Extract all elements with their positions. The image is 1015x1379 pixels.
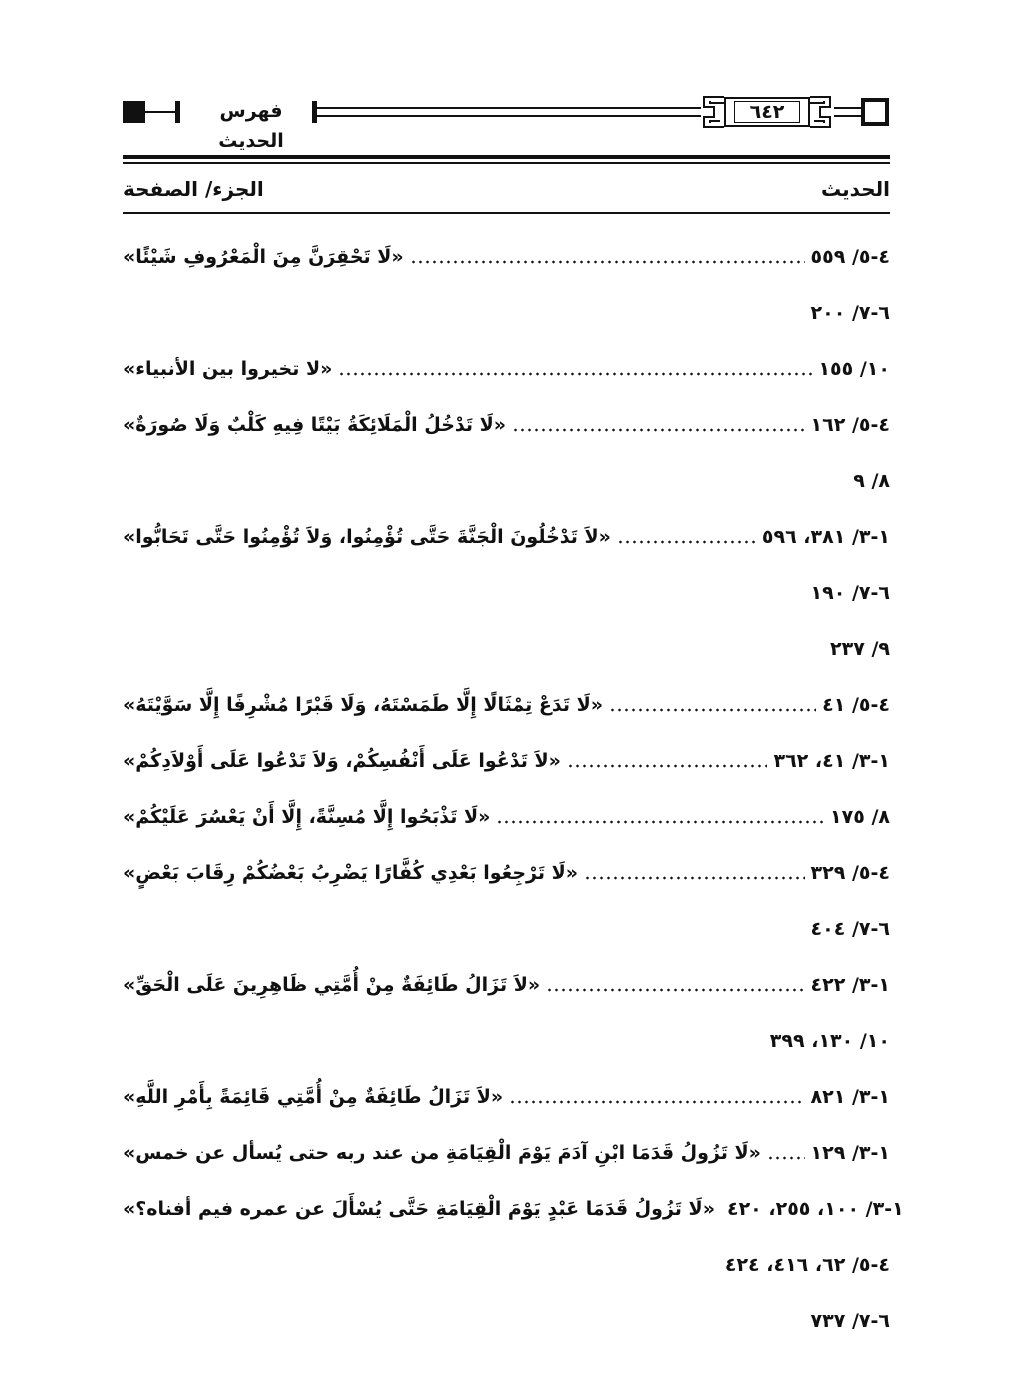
volume-page-ref: ٨/ ١٧٥: [830, 806, 890, 828]
index-entry: [123, 855, 890, 891]
hadith-text: «لاَ تَدْعُوا عَلَى أَنْفُسِكُمْ، وَلاَ تَدْعُوا عَلَى أَوْلاَدِكُمْ»: [123, 750, 561, 772]
header-rule-thin: [123, 162, 890, 164]
index-entry: [123, 967, 890, 1003]
hadith-text: «لاَ تَزَالُ طَائِفَةٌ مِنْ أُمَّتِي ظَاهِرِينَ عَلَى الْحَقِّ»: [123, 974, 541, 996]
volume-page-ref: ٤-٥/ ١٦٢: [810, 414, 890, 436]
dot-leader: [767, 1156, 805, 1160]
hadith-text: «لَا تَدَعْ تِمْثَالًا إِلَّا طَمَسْتَهُ، وَلَا قَبْرًا مُشْرِفًا إِلَّا سَوَّيْتَهُ»: [123, 694, 604, 716]
index-entry: [123, 1079, 890, 1115]
index-entry: [123, 351, 890, 387]
dot-leader: [410, 260, 805, 264]
dot-leader: [609, 708, 816, 712]
header-rule: [834, 107, 861, 109]
fret-ornament-icon: [700, 93, 724, 131]
volume-page-ref: ١-٣/ ١٢٩: [810, 1142, 890, 1164]
volume-page-ref: ٦-٧/ ١٩٠: [810, 582, 890, 604]
volume-page-ref: ١٠/ ١٥٥: [818, 358, 890, 380]
index-entry: [123, 295, 890, 331]
header-square-ornament: [861, 98, 889, 126]
volume-page-ref: ٤-٥/ ٣٢٩: [810, 862, 890, 884]
index-entry: [123, 1191, 904, 1227]
running-header: [0, 0, 1015, 150]
volume-page-ref: ١٠/ ١٣٠، ٣٩٩: [769, 1030, 890, 1052]
hadith-text: «لَا تَرْجِعُوا بَعْدِي كُفَّارًا يَضْرِبُ بَعْضُكُمْ رِقَابَ بَعْضٍ»: [123, 862, 579, 884]
volume-page-ref: ١-٣/ ٨٢١: [810, 1086, 890, 1108]
volume-page-ref: ١-٣/ ٤١، ٣٦٢: [773, 750, 890, 772]
index-entry: [123, 575, 890, 611]
header-rule: [145, 111, 175, 113]
header-bar-ornament: [312, 101, 317, 123]
index-entry: [123, 799, 890, 835]
index-entry: [123, 911, 890, 947]
hadith-text: «لَا تَدْخُلُ الْمَلَائِكَةُ بَيْتًا فِيهِ كَلْبٌ وَلَا صُورَةٌ»: [123, 414, 507, 436]
index-entry: [123, 743, 890, 779]
hadith-text: «لاَ تَدْخُلُونَ الْجَنَّةَ حَتَّى تُؤْمِنُوا، وَلاَ تُؤْمِنُوا حَتَّى تَحَابُّوا»: [123, 526, 611, 548]
index-entry: [123, 239, 890, 275]
volume-page-ref: ٩/ ٢٣٧: [830, 638, 890, 660]
header-bar-ornament: [175, 101, 180, 123]
dot-leader: [509, 1100, 804, 1104]
column-heading-volume-page: الجزء/ الصفحة: [123, 177, 264, 201]
index-entry: [123, 1303, 890, 1339]
volume-page-ref: ١-٣/ ٣٨١، ٥٩٦: [761, 526, 890, 548]
header-rule: [317, 115, 701, 117]
hadith-text: «لا تخيروا بين الأنبياء»: [123, 358, 333, 380]
index-entry: [123, 519, 890, 555]
dot-leader: [617, 540, 756, 544]
volume-page-ref: ٦-٧/ ٧٣٧: [810, 1310, 890, 1332]
header-square-ornament: [123, 101, 145, 123]
index-entry: [123, 631, 890, 667]
column-heading-rule: [123, 212, 890, 214]
page-number: ٦٤٢: [734, 101, 800, 123]
volume-page-ref: ٤-٥/ ٤١: [822, 694, 890, 716]
volume-page-ref: ٤-٥/ ٦٢، ٤١٦، ٤٢٤: [724, 1254, 890, 1276]
index-entry: [123, 1135, 890, 1171]
index-entry: [123, 1247, 890, 1283]
hadith-text: «لَا تَحْقِرَنَّ مِنَ الْمَعْرُوفِ شَيْئًا»: [123, 246, 404, 268]
header-rule: [317, 107, 701, 109]
volume-page-ref: ٨/ ٩: [853, 470, 890, 492]
hadith-text: «لاَ تَزَالُ طَائِفَةٌ مِنْ أُمَّتِي قَائِمَةً بِأَمْرِ اللَّهِ»: [123, 1086, 504, 1108]
column-heading-hadith: الحديث: [820, 177, 890, 201]
dot-leader: [496, 820, 824, 824]
hadith-text: «لَا تَذْبَحُوا إِلَّا مُسِنَّةً، إِلَّا أَنْ يَعْسُرَ عَلَيْكُمْ»: [123, 806, 491, 828]
dot-leader: [567, 764, 768, 768]
dot-leader: [338, 372, 812, 376]
index-entry: [123, 407, 890, 443]
header-rule-thick: [123, 155, 890, 159]
volume-page-ref: ١-٣/ ١٠٠، ٢٥٥، ٤٢٠: [726, 1198, 904, 1220]
index-entry: [123, 1023, 890, 1059]
dot-leader: [512, 428, 804, 432]
hadith-text: «لَا تَزُولُ قَدَمَا ابْنِ آدَمَ يَوْمَ الْقِيَامَةِ من عند ربه حتى يُسأل عن خمس»: [123, 1142, 761, 1164]
section-title: فهرس الحديث: [218, 100, 284, 152]
volume-page-ref: ٤-٥/ ٥٥٩: [810, 246, 890, 268]
fret-ornament-icon: [810, 93, 834, 131]
volume-page-ref: ٦-٧/ ٤٠٤: [810, 918, 890, 940]
volume-page-ref: ١-٣/ ٤٢٢: [810, 974, 890, 996]
header-rule: [834, 115, 861, 117]
index-entry: [123, 463, 890, 499]
hadith-text: «لَا تَزُولُ قَدَمَا عَبْدٍ يَوْمَ الْقِيَامَةِ حَتَّى يُسْأَلَ عن عمره فيم أفناه؟»: [123, 1198, 715, 1220]
dot-leader: [546, 988, 804, 992]
volume-page-ref: ٦-٧/ ٢٠٠: [810, 302, 890, 324]
index-entry: [123, 687, 890, 723]
dot-leader: [584, 876, 804, 880]
